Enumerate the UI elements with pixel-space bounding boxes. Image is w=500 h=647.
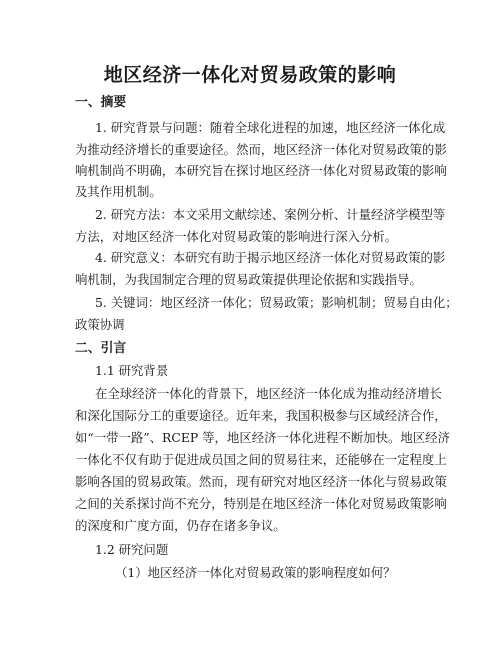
subsection-heading: 1.1 研究背景: [95, 363, 169, 378]
intro-heading: 二、引言: [75, 341, 127, 356]
intro-paragraph-line: 一体化不仅有助于促进成员国之间的贸易往来，还能够在一定程度上: [75, 452, 447, 467]
abstract-paragraph-line: 响机制尚不明确，本研究旨在探讨地区经济一体化对贸易政策的影响: [75, 163, 447, 178]
intro-paragraph-line: 影响各国的贸易政策。然而，现有研究对地区经济一体化与贸易政策: [75, 474, 447, 489]
abstract-heading: 一、摘要: [75, 95, 127, 110]
intro-paragraph-line: 的深度和广度方面，仍存在诸多争议。: [75, 518, 286, 533]
abstract-paragraph-line: 4. 研究意义：本研究有助于揭示地区经济一体化对贸易政策的影: [95, 250, 446, 265]
abstract-paragraph-line: 及其作用机制。: [75, 184, 162, 199]
abstract-paragraph-line: 方法，对地区经济一体化对贸易政策的影响进行深入分析。: [75, 229, 398, 244]
abstract-paragraph-line: 响机制，为我国制定合理的贸易政策提供理论依据和实践指导。: [75, 272, 422, 287]
abstract-paragraph-line: 1. 研究背景与问题：随着全球化进程的加速，地区经济一体化成: [95, 120, 446, 135]
subsection-heading: 1.2 研究问题: [95, 542, 169, 557]
intro-paragraph-line: 如“一带一路”、RCEP 等，地区经济一体化进程不断加快。地区经济: [75, 430, 450, 445]
abstract-paragraph-line: 政策协调: [75, 317, 125, 332]
research-question: （1）地区经济一体化对贸易政策的影响程度如何？: [115, 565, 396, 580]
intro-paragraph-line: 在全球经济一体化的背景下，地区经济一体化成为推动经济增长: [95, 386, 442, 401]
intro-paragraph-line: 之间的关系探讨尚不充分，特别是在地区经济一体化对贸易政策影响: [75, 496, 447, 511]
abstract-paragraph-line: 2. 研究方法：本文采用文献综述、案例分析、计量经济学模型等: [95, 207, 446, 222]
intro-paragraph-line: 和深化国际分工的重要途径。近年来，我国积极参与区域经济合作，: [75, 408, 447, 423]
abstract-paragraph-line: 5. 关键词：地区经济一体化；贸易政策；影响机制；贸易自由化；: [95, 295, 458, 310]
abstract-paragraph-line: 为推动经济增长的重要途径。然而，地区经济一体化对贸易政策的影: [75, 142, 447, 157]
document-title: 地区经济一体化对贸易政策的影响: [103, 64, 397, 86]
